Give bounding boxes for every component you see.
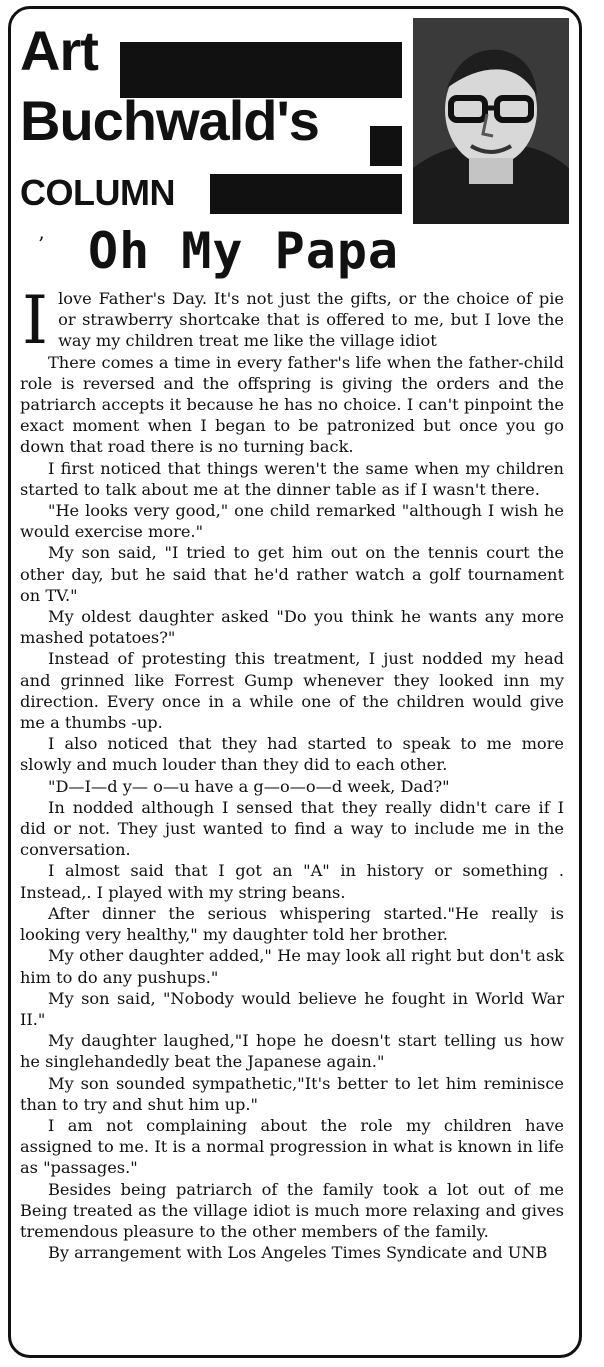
article-body <box>20 282 564 1263</box>
masthead <box>20 16 410 216</box>
article-paragraph: "He looks very good," one child remarked "although I wish he would exercise more." <box>20 501 564 542</box>
masthead-art: Art <box>20 19 98 82</box>
article-paragraph: Besides being patriarch of the family took a lot out of me Being treated as the village idiot is much more relaxing and gives tremendous pleasure to the other members of the family. <box>20 1179 564 1241</box>
article-paragraph: My daughter laughed,"I hope he doesn't start telling us how he singlehandedly beat the Japanese again." <box>20 1031 564 1072</box>
article-paragraph: I love Father's Day. It's not just the gifts, or the choice of pie or strawberry shortcake that is offered to me, but I love the way my children treat me like the village idiot <box>22 282 564 359</box>
masthead-bar <box>210 174 402 214</box>
article-paragraph: My son sounded sympathetic,"It's better to let him reminisce than to try and shut him up." <box>20 1073 564 1114</box>
masthead-author: Buchwald's <box>20 89 319 152</box>
author-photo <box>413 18 569 224</box>
article-paragraph: My son said, "Nobody would believe he fought in World War II." <box>20 988 564 1029</box>
article-byline: By arrangement with Los Angeles Times Syndicate and UNB <box>48 1243 548 1263</box>
article-paragraph: Instead of protesting this treatment, I just nodded my head and grinned like Forrest Gump whenever they looked inn my direction. Every once in a while one of the children would give me a thumbs -up. <box>20 649 564 733</box>
quote-mark-ornament: ’ <box>38 232 45 256</box>
article-paragraph: I almost said that I got an "A" in history or something . Instead,. I played with my string beans. <box>20 861 564 902</box>
article-paragraph: My son said, "I tried to get him out on the tennis court the other day, but he said that he'd rather watch a golf tournament on TV." <box>20 543 564 605</box>
article-paragraph: In nodded although I sensed that they really didn't care if I did or not. They just wanted to find a way to include me in the conversation. <box>20 797 564 860</box>
article-paragraph: There comes a time in every father's life when the father-child role is reversed and the offspring is giving the orders and the patriarch accepts it because he has no choice. I can't pinpoint the exact moment when I began to be patronized but once you go down that road there is no turning back. <box>20 352 564 457</box>
article-paragraph: I first noticed that things weren't the same when my children started to talk about me at the dinner table as if I wasn't there. <box>20 458 564 499</box>
article-paragraph: My other daughter added," He may look all right but don't ask him to do any pushups." <box>20 946 564 987</box>
article-paragraph: "D—I—d y— o—u have a g—o—o—d week, Dad?" <box>48 776 450 796</box>
article-paragraph: I am not complaining about the role my children have assigned to me. It is a normal progression in what is known in life as "passages." <box>20 1115 564 1178</box>
article-paragraph: After dinner the serious whispering started."He really is looking very healthy," my daughter told her brother. <box>20 903 564 945</box>
article-paragraph: I also noticed that they had started to speak to me more slowly and much louder than they did to each other. <box>20 734 564 775</box>
drop-cap: I <box>22 282 49 359</box>
article-paragraph: My oldest daughter asked "Do you think he wants any more mashed potatoes?" <box>20 607 564 648</box>
masthead-column: COLUMN <box>20 172 175 213</box>
headline: Oh My Papa <box>88 222 400 280</box>
masthead-bar <box>370 126 402 166</box>
author-portrait-icon <box>413 18 569 224</box>
